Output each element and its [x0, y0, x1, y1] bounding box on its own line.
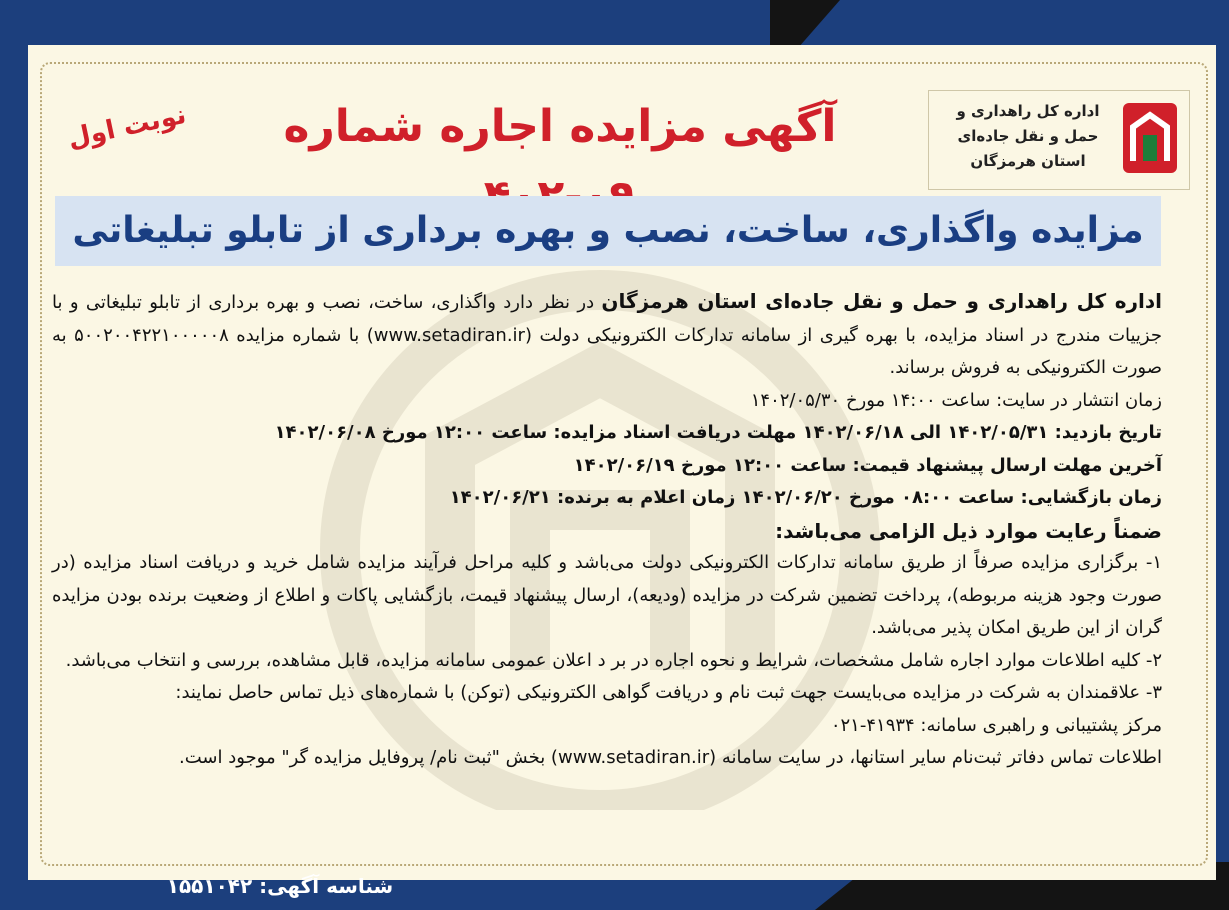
support-center: مرکز پشتیبانی و راهبری سامانه: ۴۱۹۳۴-۰۲۱: [830, 714, 1162, 736]
item-1: ۱- برگزاری مزایده صرفاً از طریق سامانه تدارکات الکترونیکی دولت می‌باشد و کلیه مراحل فرآیند مزایده شامل خرید و دریافت اسناد مزایده (در صورت وجود هزینه مربوطه)، پرداخت تضمین شرکت در مزایده (ودیعه)، ارسال پیشنهاد قیمت، بازگشایی پاکات و اطلاع از وضعیت برنده بودن مزایده گران از این طریق امکان پذیر می‌باشد.: [52, 552, 1162, 638]
item-2: ۲- کلیه اطلاعات موارد اجاره شامل مشخصات، شرایط و نحوه اجاره در بر د اعلان عمومی سامانه مزایده، قابل مشاهده، بررسی و انتخاب می‌باشد.: [65, 649, 1162, 671]
contact-info: اطلاعات تماس دفاتر ثبت‌نام سایر استانها، در سایت سامانه (www.setadiran.ir) بخش "ثبت نام/ پروفایل مزایده گر" موجود است.: [179, 747, 1162, 768]
bid-deadline: آخرین مهلت ارسال پیشنهاد قیمت: ساعت ۱۲:۰۰ مورخ ۱۴۰۲/۰۶/۱۹: [573, 454, 1162, 476]
notice-heading: ضمناً رعایت موارد ذیل الزامی می‌باشد:: [775, 518, 1162, 543]
intro-text: در نظر دارد واگذاری، ساخت، نصب و بهره برداری از تابلو تبلیغاتی و با جزییات مندرج در اسناد مزایده، با بهره گیری از سامانه تدارکات الکترونیکی دولت (www.setadiran.ir) با شماره مزایده ۵۰۰۲۰۰۴۲۲۱۰۰۰۰۰۸ به صورت الکترونیکی به فروش برساند.: [52, 292, 1162, 378]
item-3: ۳- علاقمندان به شرکت در مزایده می‌بایست جهت ثبت نام و دریافت گواهی الکترونیکی (توکن) با شماره‌های ذیل تماس حاصل نمایند:: [175, 682, 1162, 703]
visit-date: تاریخ بازدید: ۱۴۰۲/۰۵/۳۱ الی ۱۴۰۲/۰۶/۱۸ مهلت دریافت اسناد مزایده: ساعت ۱۲:۰۰ مورخ ۱۴۰۲/۰۶/۰۸: [274, 422, 1162, 443]
ad-id: شناسه آگهی: ۱۵۵۱۰۴۲: [166, 874, 394, 898]
notice-body: [52, 285, 1162, 775]
org-name-line3: استان هرمزگان: [970, 152, 1086, 170]
publish-time: زمان انتشار در سایت: ساعت ۱۴:۰۰ مورخ ۱۴۰۲/۰۵/۳۰: [750, 389, 1162, 411]
notice-subtitle: مزایده واگذاری، ساخت، نصب و بهره برداری از تابلو تبلیغاتی: [72, 210, 1144, 251]
first-round-badge: نوبت اول: [65, 99, 189, 155]
org-name: [943, 99, 1113, 174]
notice-title: آگهی مزایده اجاره شماره: [283, 101, 837, 152]
intro-paragraph: [52, 285, 1162, 385]
opening-time: زمان بازگشایی: ساعت ۰۸:۰۰ مورخ ۱۴۰۲/۰۶/۲۰ زمان اعلام به برنده: ۱۴۰۲/۰۶/۲۱: [449, 487, 1162, 508]
org-name-line2: حمل و نقل جاده‌ای: [957, 127, 1099, 145]
intro-org: اداره کل راهداری و حمل و نقل جاده‌ای استان هرمزگان: [601, 289, 1162, 313]
org-name-line1: اداره کل راهداری و: [956, 102, 1100, 120]
org-logo: [928, 90, 1190, 190]
road-logo-icon: [1121, 101, 1179, 175]
